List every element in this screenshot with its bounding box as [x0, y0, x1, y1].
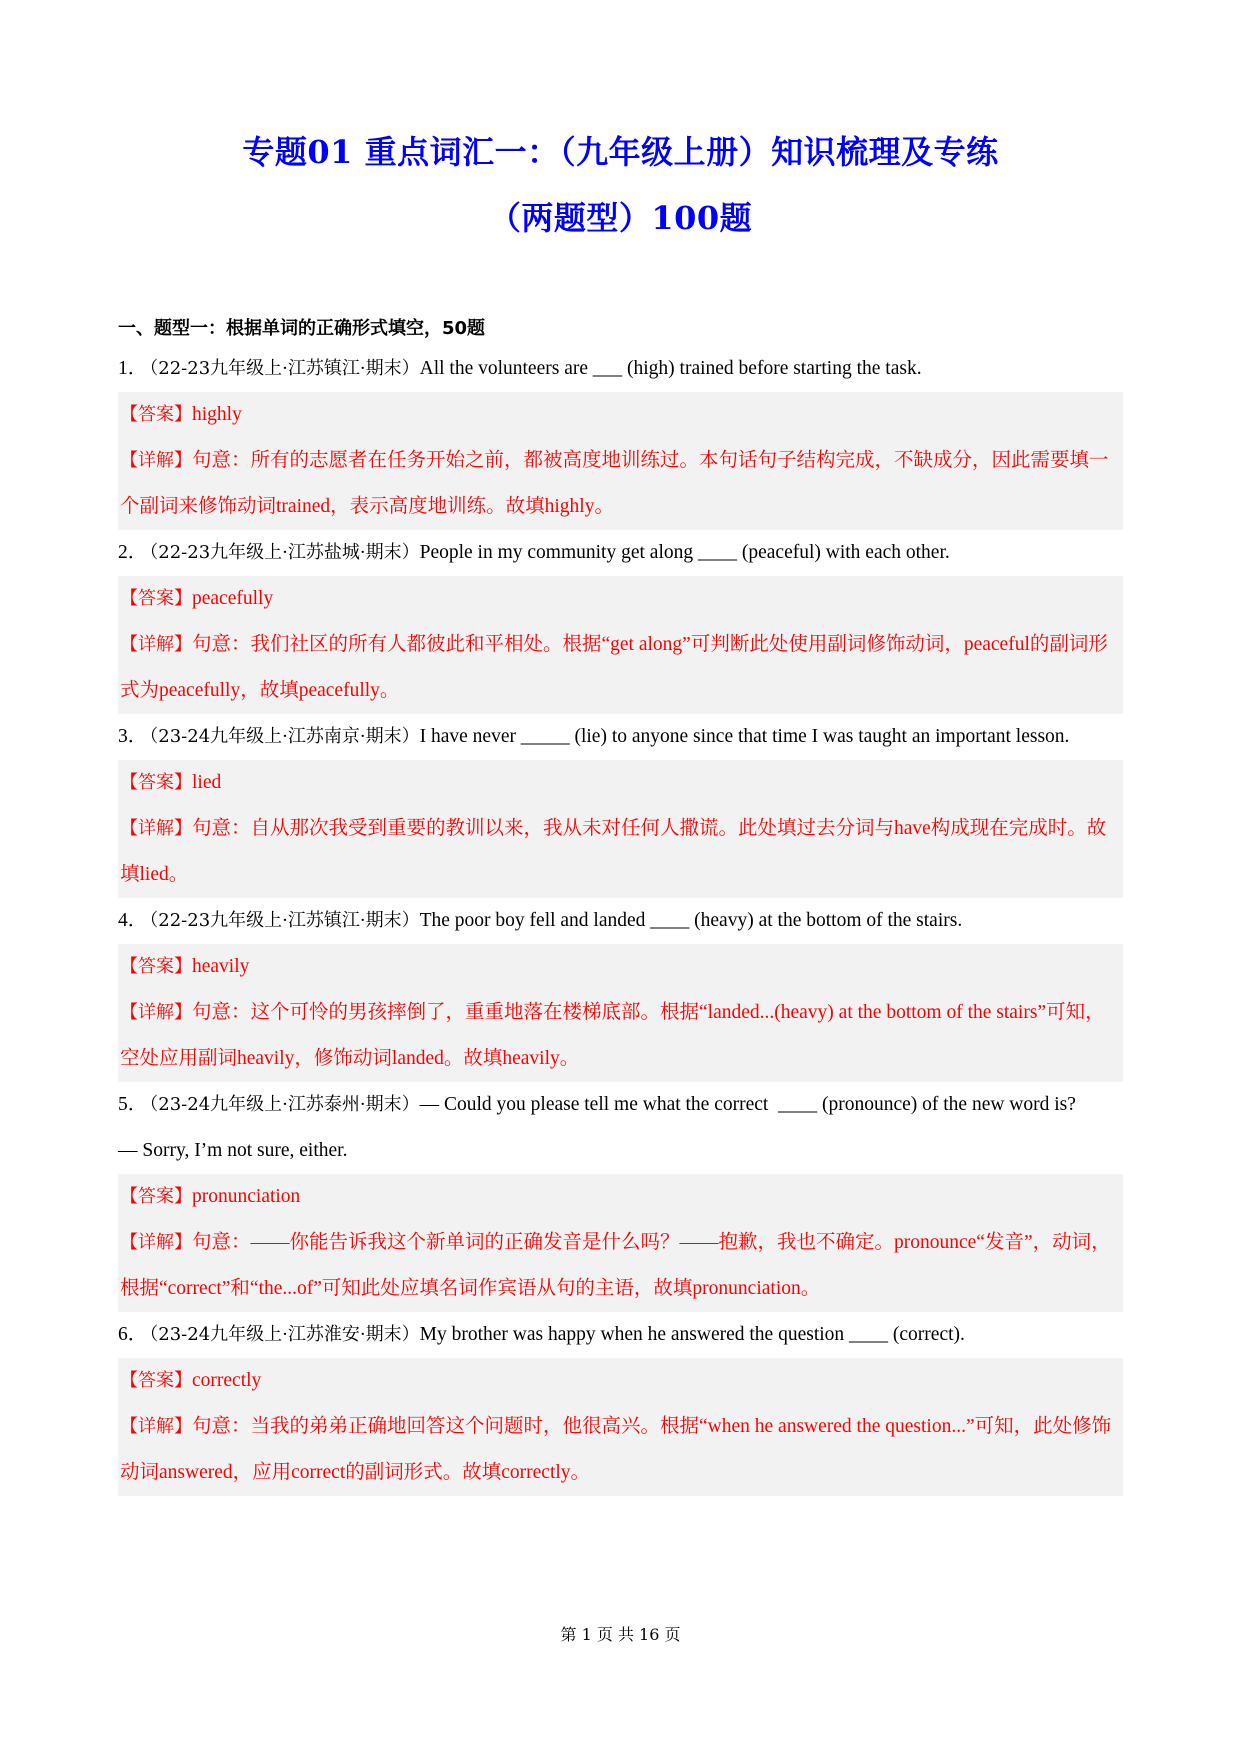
question-text: — Could you please tell me what the correct ____ (pronounce) of the new word is? — [419, 1094, 1076, 1115]
answer-value: heavily — [192, 956, 250, 977]
question-number: 1． — [118, 358, 148, 379]
answer-line — [120, 392, 1121, 438]
answer-line — [120, 1174, 1121, 1220]
question-6 — [118, 1312, 1123, 1358]
question-5-reply: — Sorry, I’m not sure, either. — [118, 1140, 348, 1161]
detail-line — [120, 1404, 1121, 1496]
detail-text: 句意：——你能告诉我这个新单词的正确发音是什么吗？——抱歉，我也不确定。pronounce“发音”，动词，根据“correct”和“the...of”可知此处应填名词作宾语从句的主语，故填pronunciation。 — [120, 1232, 1111, 1299]
detail-line — [120, 438, 1121, 530]
answer-value: peacefully — [192, 588, 274, 609]
question-text: All the volunteers are ___ (high) trained before starting the task. — [419, 358, 922, 379]
detail-text: 句意：我们社区的所有人都彼此和平相处。根据“get along”可判断此处使用副词修饰动词，peaceful的副词形式为peacefully，故填peacefully。 — [120, 634, 1108, 701]
question-source: （22-23九年级上·江苏镇江·期末） — [149, 910, 420, 931]
question-number: 3． — [118, 726, 148, 747]
question-4 — [118, 898, 1123, 944]
detail-label: 【详解】 — [120, 634, 192, 655]
question-3 — [118, 714, 1123, 760]
question-text: The poor boy fell and landed ____ (heavy) at the bottom of the stairs. — [419, 910, 963, 931]
content-area — [118, 314, 1123, 1496]
answer-box-5 — [118, 1174, 1123, 1312]
question-source: （22-23九年级上·江苏盐城·期末） — [149, 542, 420, 563]
answer-label: 【答案】 — [120, 772, 192, 793]
answer-label: 【答案】 — [120, 404, 192, 425]
answer-value: correctly — [192, 1370, 262, 1391]
page-footer: 第 1 页 共 16 页 — [560, 1625, 681, 1644]
answer-label: 【答案】 — [120, 588, 192, 609]
question-text: My brother was happy when he answered the question ____ (correct). — [419, 1324, 965, 1345]
detail-line — [120, 806, 1121, 898]
detail-label: 【详解】 — [120, 1416, 192, 1437]
detail-line — [120, 1220, 1121, 1312]
detail-text: 句意：这个可怜的男孩摔倒了，重重地落在楼梯底部。根据“landed...(heavy) at the bottom of the stairs”可知，空处应用副词heavily，修饰动词landed。故填heavily。 — [120, 1002, 1105, 1069]
question-number: 6． — [118, 1324, 148, 1345]
question-number: 5． — [118, 1094, 148, 1115]
document-title-line-1: 专题01 重点词汇一：（九年级上册）知识梳理及专练 — [242, 133, 999, 171]
detail-text: 句意：自从那次我受到重要的教训以来，我从未对任何人撒谎。此处填过去分词与have构成现在完成时。故填lied。 — [120, 818, 1107, 885]
detail-text: 句意：所有的志愿者在任务开始之前，都被高度地训练过。本句话句子结构完成，不缺成分，因此需要填一个副词来修饰动词trained，表示高度地训练。故填highly。 — [120, 450, 1109, 517]
section-heading: 一、题型一：根据单词的正确形式填空，50题 — [118, 318, 486, 339]
answer-line — [120, 760, 1121, 806]
answer-box-2 — [118, 576, 1123, 714]
question-5 — [118, 1082, 1123, 1128]
answer-label: 【答案】 — [120, 1370, 192, 1391]
detail-text: 句意：当我的弟弟正确地回答这个问题时，他很高兴。根据“when he answered the question...”可知，此处修饰动词answered，应用correct的副词形式。故填correctly。 — [120, 1416, 1112, 1483]
answer-box-1 — [118, 392, 1123, 530]
detail-label: 【详解】 — [120, 1232, 192, 1253]
answer-value: lied — [192, 772, 222, 793]
answer-value: pronunciation — [192, 1186, 301, 1207]
question-source: （23-24九年级上·江苏淮安·期末） — [149, 1324, 420, 1345]
answer-label: 【答案】 — [120, 956, 192, 977]
detail-label: 【详解】 — [120, 818, 192, 839]
answer-label: 【答案】 — [120, 1186, 192, 1207]
detail-line — [120, 990, 1121, 1082]
question-2 — [118, 530, 1123, 576]
detail-line — [120, 622, 1121, 714]
question-source: （22-23九年级上·江苏镇江·期末） — [149, 358, 420, 379]
question-source: （23-24九年级上·江苏泰州·期末） — [149, 1094, 420, 1115]
detail-label: 【详解】 — [120, 450, 192, 471]
document-title-line-2: （两题型）100题 — [488, 199, 753, 237]
question-source: （23-24九年级上·江苏南京·期末） — [149, 726, 420, 747]
answer-box-6 — [118, 1358, 1123, 1496]
question-text: People in my community get along ____ (peaceful) with each other. — [419, 542, 950, 563]
answer-line — [120, 944, 1121, 990]
answer-line — [120, 1358, 1121, 1404]
answer-line — [120, 576, 1121, 622]
question-number: 4． — [118, 910, 148, 931]
answer-box-3 — [118, 760, 1123, 898]
question-number: 2． — [118, 542, 148, 563]
answer-value: highly — [192, 404, 242, 425]
question-1 — [118, 346, 1123, 392]
answer-box-4 — [118, 944, 1123, 1082]
detail-label: 【详解】 — [120, 1002, 192, 1023]
question-text: I have never _____ (lie) to anyone since that time I was taught an important lesson. — [419, 726, 1070, 747]
